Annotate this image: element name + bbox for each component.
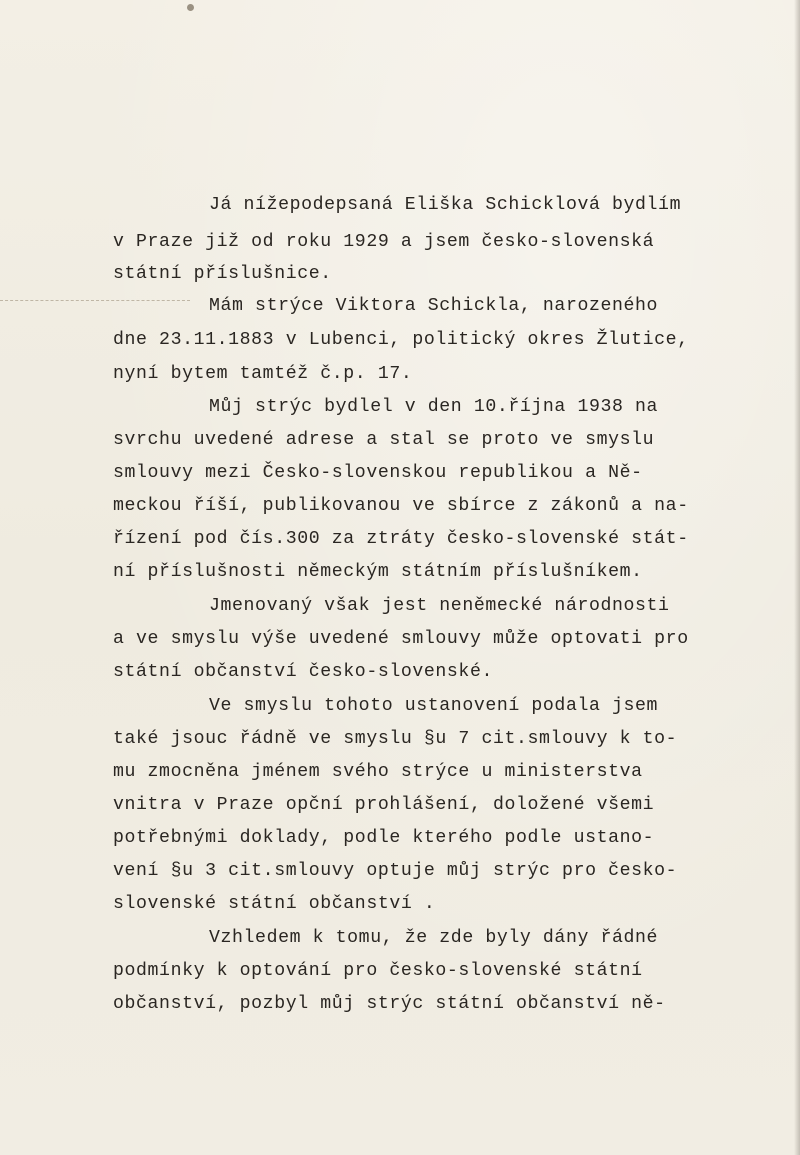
text-line: Můj strýc bydlel v den 10.října 1938 na [209,397,659,417]
text-line: ní příslušnosti německým státním příslušníkem. [113,562,643,582]
text-line: Ve smyslu tohoto ustanovení podala jsem [209,696,659,716]
text-line: řízení pod čís.300 za ztráty česko-slovenské stát- [113,529,689,549]
text-line: potřebnými doklady, podle kterého podle ustano- [113,828,655,848]
paper-right-edge [794,0,800,1155]
text-line: Mám strýce Viktora Schickla, narozeného [209,296,659,316]
text-line: Já nížepodepsaná Eliška Schicklová bydlím [209,195,682,215]
text-line: smlouvy mezi Česko-slovenskou republikou a Ně- [113,463,643,483]
ink-dot [187,4,194,11]
text-line: nyní bytem tamtéž č.p. 17. [113,364,413,384]
text-line: slovenské státní občanství . [113,894,436,914]
text-line: meckou říší, publikovanou ve sbírce z zákonů a na- [113,496,689,516]
text-line: státní příslušnice. [113,264,332,284]
margin-dash-line [0,300,190,301]
text-line: také jsouc řádně ve smyslu §u 7 cit.smlouvy k to- [113,729,678,749]
text-line: vení §u 3 cit.smlouvy optuje můj strýc pro česko- [113,861,678,881]
text-line: vnitra v Praze opční prohlášení, doložené všemi [113,795,655,815]
text-line: občanství, pozbyl můj strýc státní občanství ně- [113,994,666,1014]
text-line: dne 23.11.1883 v Lubenci, politický okres Žlutice, [113,330,689,350]
text-line: Vzhledem k tomu, že zde byly dány řádné [209,928,659,948]
text-line: Jmenovaný však jest neněmecké národnosti [209,596,670,616]
text-line: mu zmocněna jménem svého strýce u ministerstva [113,762,643,782]
text-line: a ve smyslu výše uvedené smlouvy může optovati pro [113,629,689,649]
text-line: státní občanství česko-slovenské. [113,662,493,682]
text-line: podmínky k optování pro česko-slovenské státní [113,961,643,981]
text-line: svrchu uvedené adrese a stal se proto ve smyslu [113,430,655,450]
text-line: v Praze již od roku 1929 a jsem česko-slovenská [113,232,655,252]
